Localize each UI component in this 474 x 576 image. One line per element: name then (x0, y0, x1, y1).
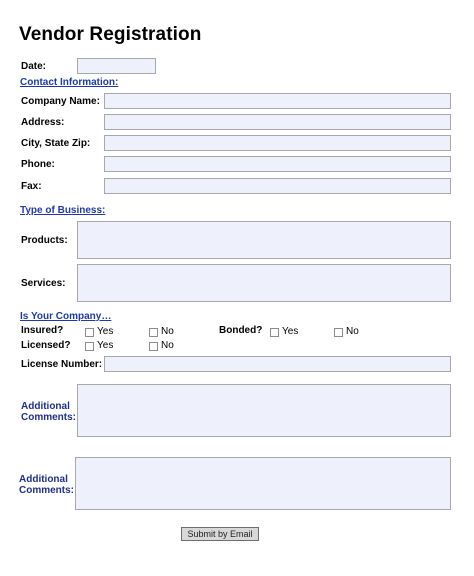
company-name-label: Company Name: (21, 96, 100, 107)
additional-comments-label: Additional Comments: (21, 401, 77, 423)
licensed-no-label: No (161, 340, 174, 351)
license-number-field[interactable] (104, 356, 451, 372)
page-title: Vendor Registration (19, 24, 202, 45)
date-field[interactable] (77, 58, 156, 74)
additional-comments-field[interactable] (77, 384, 451, 437)
type-of-business-heading: Type of Business: (20, 205, 106, 216)
contact-information-heading: Contact Information: (20, 77, 119, 88)
licensed-yes-label: Yes (97, 340, 114, 351)
fax-label: Fax: (21, 181, 42, 192)
licensed-no-checkbox[interactable] (149, 342, 158, 351)
city-state-zip-label: City, State Zip: (21, 138, 91, 149)
submit-by-email-button[interactable]: Submit by Email (181, 527, 259, 541)
bonded-label: Bonded? (219, 325, 263, 336)
bonded-no-checkbox[interactable] (334, 328, 343, 337)
phone-label: Phone: (21, 159, 55, 170)
additional-comments-field-2[interactable] (75, 457, 451, 510)
address-field[interactable] (104, 114, 451, 130)
address-label: Address: (21, 117, 65, 128)
products-field[interactable] (77, 221, 451, 259)
is-your-company-heading: Is Your Company… (20, 311, 112, 322)
services-label: Services: (21, 278, 66, 289)
additional-comments-label-2: Additional Comments: (19, 474, 75, 496)
products-label: Products: (21, 235, 68, 246)
bonded-yes-checkbox[interactable] (270, 328, 279, 337)
date-label: Date: (21, 61, 47, 72)
company-name-field[interactable] (104, 93, 451, 109)
insured-yes-checkbox[interactable] (85, 328, 94, 337)
fax-field[interactable] (104, 178, 451, 194)
licensed-label: Licensed? (21, 340, 71, 351)
bonded-no-label: No (346, 326, 359, 337)
insured-yes-label: Yes (97, 326, 114, 337)
city-state-zip-field[interactable] (104, 135, 451, 151)
services-field[interactable] (77, 264, 451, 302)
insured-no-label: No (161, 326, 174, 337)
bonded-yes-label: Yes (282, 326, 299, 337)
insured-no-checkbox[interactable] (149, 328, 158, 337)
insured-label: Insured? (21, 325, 64, 336)
license-number-label: License Number: (21, 359, 103, 370)
licensed-yes-checkbox[interactable] (85, 342, 94, 351)
phone-field[interactable] (104, 156, 451, 172)
